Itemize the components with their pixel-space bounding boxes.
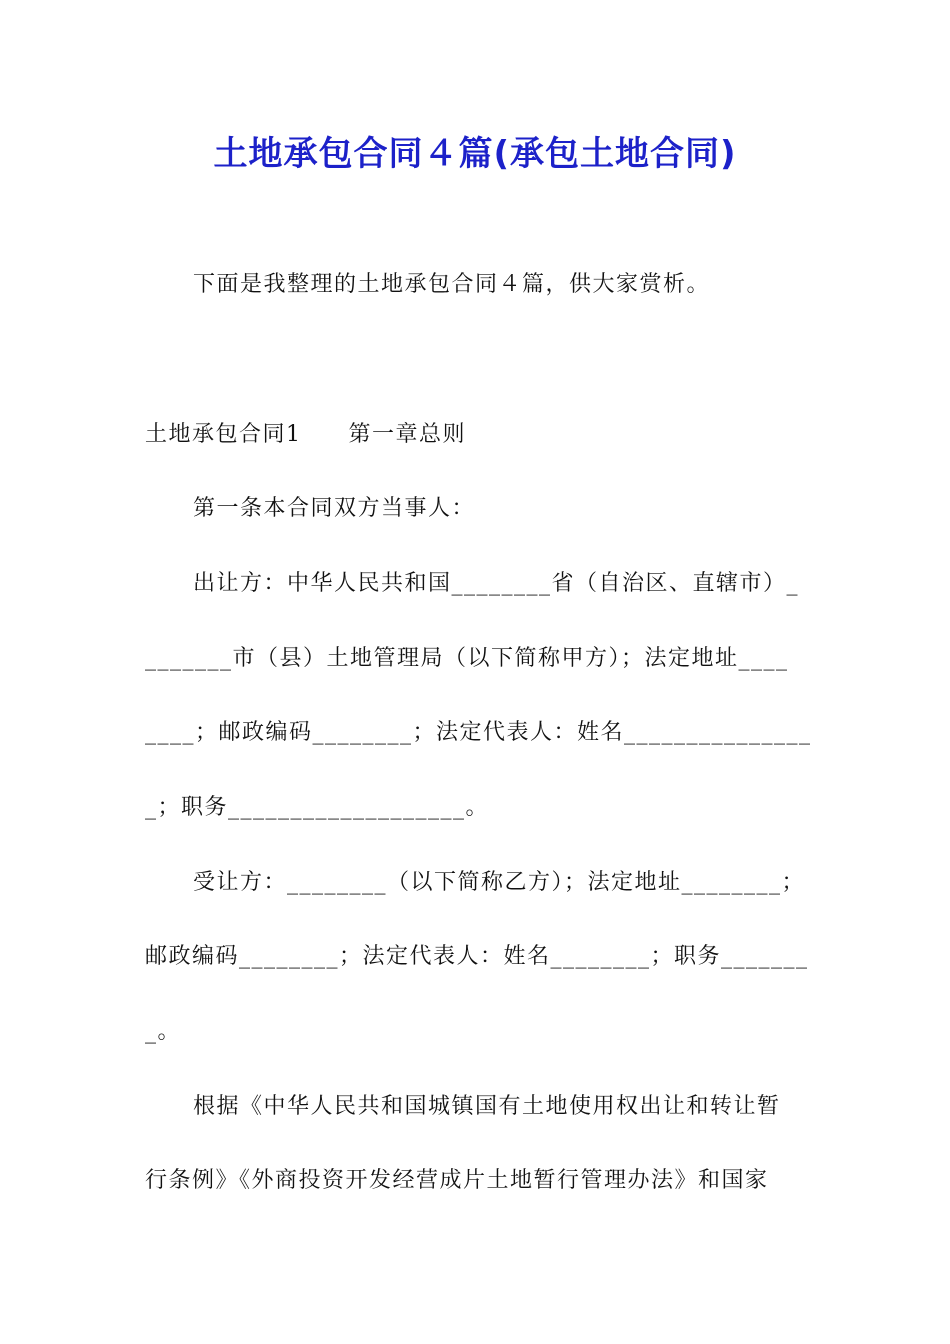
transferor-line-4: _；职务___________________。 — [145, 795, 490, 820]
transferor-line-3: ____；邮政编码________；法定代表人：姓名_______________ — [145, 720, 812, 745]
transferor-line-1: 出让方：中华人民共和国________省（自治区、直辖市）_ — [193, 571, 800, 596]
document-title: 土地承包合同４篇(承包土地合同) — [213, 134, 737, 174]
section-heading: 土地承包合同1 第一章总则 — [145, 422, 466, 447]
article-one-heading: 第一条本合同双方当事人： — [193, 496, 476, 521]
transferor-line-2: _______市（县）土地管理局（以下简称甲方）；法定地址____ — [145, 646, 789, 671]
basis-line-2: 行条例》《外商投资开发经营成片土地暂行管理办法》和国家 — [145, 1168, 769, 1193]
transferee-line-1: 受让方：________（以下简称乙方）；法定地址________； — [193, 870, 806, 895]
transferee-line-3: _。 — [145, 1019, 182, 1044]
intro-paragraph: 下面是我整理的土地承包合同４篇，供大家赏析。 — [193, 272, 711, 297]
basis-line-1: 根据《中华人民共和国城镇国有土地使用权出让和转让暂 — [193, 1094, 781, 1119]
transferee-line-2: 邮政编码________；法定代表人：姓名________；职务_______ — [145, 944, 809, 969]
